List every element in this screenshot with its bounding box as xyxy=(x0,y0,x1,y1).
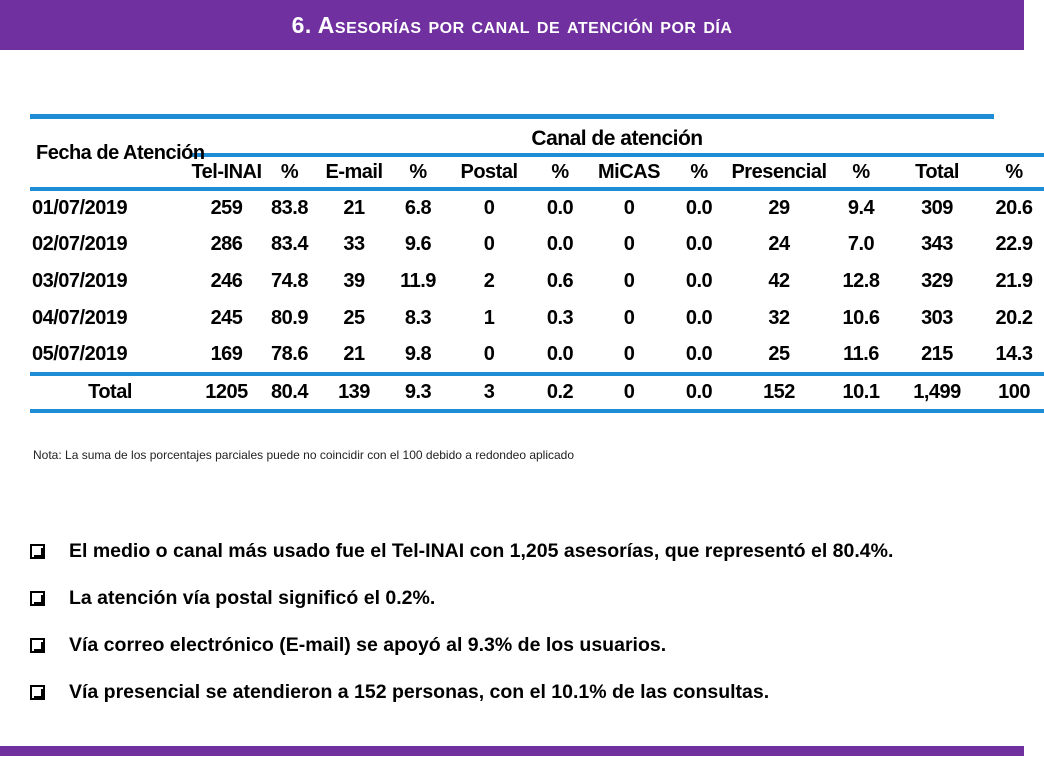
table-cell: 11.6 xyxy=(843,343,879,365)
bullet-text: La atención vía postal significó el 0.2%. xyxy=(69,587,436,609)
table-cell: 8.3 xyxy=(404,307,432,329)
checkbox-bullet-icon xyxy=(30,638,45,653)
bullet-item xyxy=(30,669,1010,716)
total-cell: 100 xyxy=(984,374,1044,411)
table-cell: 0 xyxy=(483,233,495,255)
table-row xyxy=(30,189,1044,226)
row-date: 02/07/2019 xyxy=(32,233,128,255)
column-header: Presencial xyxy=(726,155,832,189)
table-cell: 42 xyxy=(768,270,790,292)
table-body xyxy=(30,189,1044,411)
table-cell: 9.6 xyxy=(404,233,432,255)
table-cell: 0 xyxy=(623,233,635,255)
table-cell: 169 xyxy=(210,343,243,365)
column-header: MiCAS xyxy=(586,155,672,189)
table-cell: 32 xyxy=(768,307,790,329)
table-cell: 0 xyxy=(483,343,495,365)
table-cell: 83.4 xyxy=(271,233,308,255)
table-cell: 0.6 xyxy=(546,270,574,292)
table-cell: 215 xyxy=(921,343,953,365)
column-header: Total xyxy=(890,155,984,189)
table-cell: 0 xyxy=(623,307,635,329)
table-cell: 0 xyxy=(623,270,635,292)
table-cell: 0.0 xyxy=(685,343,713,365)
total-cell: 9.3 xyxy=(392,374,444,411)
bullet-list xyxy=(30,528,1010,716)
table-row xyxy=(30,300,1044,337)
total-cell: 80.4 xyxy=(263,374,316,411)
bullet-item xyxy=(30,575,1010,622)
table-cell: 0.3 xyxy=(546,307,574,329)
table-row xyxy=(30,226,1044,263)
table-cell: 9.4 xyxy=(832,189,890,226)
table-cell: 7.0 xyxy=(847,233,875,255)
table-row xyxy=(30,337,1044,374)
table-cell: 329 xyxy=(921,270,953,292)
table-cell: 0.0 xyxy=(546,343,574,365)
table-cell: 0.0 xyxy=(546,233,574,255)
table-cell: 0 xyxy=(586,189,672,226)
total-row xyxy=(30,374,1044,411)
column-header: % xyxy=(263,155,316,189)
table-cell: 0 xyxy=(623,343,635,365)
total-cell: 0.0 xyxy=(672,374,726,411)
table-cell: 14.3 xyxy=(995,343,1033,365)
title-bar xyxy=(0,0,1024,50)
table-note: Nota: La suma de los porcentajes parciales puede no coincidir con el 100 debido a redondeo aplicado xyxy=(33,448,575,462)
column-header: % xyxy=(672,155,726,189)
table-cell: 12.8 xyxy=(842,270,880,292)
table-cell: 25 xyxy=(768,343,790,365)
table-cell: 80.9 xyxy=(271,307,308,329)
table-cell: 6.8 xyxy=(392,189,444,226)
table-cell: 286 xyxy=(210,233,243,255)
bullet-text: El medio o canal más usado fue el Tel-INAI con 1,205 asesorías, que representó el 80.4%. xyxy=(69,540,894,562)
table-cell: 246 xyxy=(210,270,243,292)
row-date: 03/07/2019 xyxy=(32,270,128,292)
total-cell: 152 xyxy=(726,374,832,411)
table-cell: 2 xyxy=(483,270,495,292)
checkbox-bullet-icon xyxy=(30,544,45,559)
table-cell: 10.6 xyxy=(842,307,880,329)
canal-header: Canal de atención xyxy=(531,127,703,150)
channel-table xyxy=(30,114,1033,413)
fecha-header: Fecha de Atención xyxy=(36,141,205,164)
bullet-text: Vía presencial se atendieron a 152 personas, con el 10.1% de las consultas. xyxy=(69,681,770,703)
table-cell: 21.9 xyxy=(995,270,1033,292)
table-cell: 20.6 xyxy=(984,189,1044,226)
column-header: % xyxy=(832,155,890,189)
column-header: Postal xyxy=(444,155,534,189)
table-cell: 78.6 xyxy=(271,343,308,365)
total-cell: 3 xyxy=(444,374,534,411)
table-cell: 309 xyxy=(890,189,984,226)
table-cell: 22.9 xyxy=(995,233,1033,255)
total-cell: 1,499 xyxy=(890,374,984,411)
page-title: 6. Asesorías por canal de atención por día xyxy=(291,11,733,38)
row-date: 01/07/2019 xyxy=(30,189,190,226)
table-row xyxy=(30,263,1044,300)
table-cell: 74.8 xyxy=(271,270,308,292)
total-label: Total xyxy=(30,374,190,411)
table-cell: 0.0 xyxy=(685,270,713,292)
table-cell: 25 xyxy=(343,307,365,329)
bullet-item xyxy=(30,622,1010,669)
table-cell: 39 xyxy=(343,270,365,292)
table-cell: 21 xyxy=(316,189,392,226)
column-header: E-mail xyxy=(316,155,392,189)
checkbox-bullet-icon xyxy=(30,591,45,606)
bullet-item xyxy=(30,528,1010,575)
total-cell: 1205 xyxy=(190,374,263,411)
table-cell: 33 xyxy=(343,233,365,255)
total-cell: 0 xyxy=(586,374,672,411)
table-cell: 303 xyxy=(921,307,953,329)
table-cell: 83.8 xyxy=(263,189,316,226)
total-cell: 0.2 xyxy=(534,374,586,411)
total-cell: 10.1 xyxy=(832,374,890,411)
total-cell: 139 xyxy=(316,374,392,411)
table-cell: 0.0 xyxy=(672,189,726,226)
column-header: Tel-INAI xyxy=(190,155,263,189)
table-cell: 343 xyxy=(921,233,953,255)
table-cell: 0.0 xyxy=(685,233,713,255)
table-cell: 1 xyxy=(483,307,495,329)
table-cell: 20.2 xyxy=(995,307,1033,329)
table-cell: 259 xyxy=(190,189,263,226)
table-cell: 0.0 xyxy=(534,189,586,226)
table-cell: 21 xyxy=(343,343,365,365)
checkbox-bullet-icon xyxy=(30,685,45,700)
bottom-bar xyxy=(0,746,1024,756)
data-table xyxy=(30,119,1044,413)
column-header: % xyxy=(984,155,1044,189)
table-cell: 24 xyxy=(768,233,790,255)
table-cell: 29 xyxy=(726,189,832,226)
table-cell: 9.8 xyxy=(404,343,432,365)
row-date: 04/07/2019 xyxy=(32,307,128,329)
table-cell: 0 xyxy=(444,189,534,226)
column-header: % xyxy=(392,155,444,189)
bullet-text: Vía correo electrónico (E-mail) se apoyó al 9.3% de los usuarios. xyxy=(69,634,667,656)
column-header: % xyxy=(534,155,586,189)
table-cell: 11.9 xyxy=(400,270,436,292)
table-cell: 245 xyxy=(210,307,243,329)
row-date: 05/07/2019 xyxy=(32,343,128,365)
table-cell: 0.0 xyxy=(685,307,713,329)
